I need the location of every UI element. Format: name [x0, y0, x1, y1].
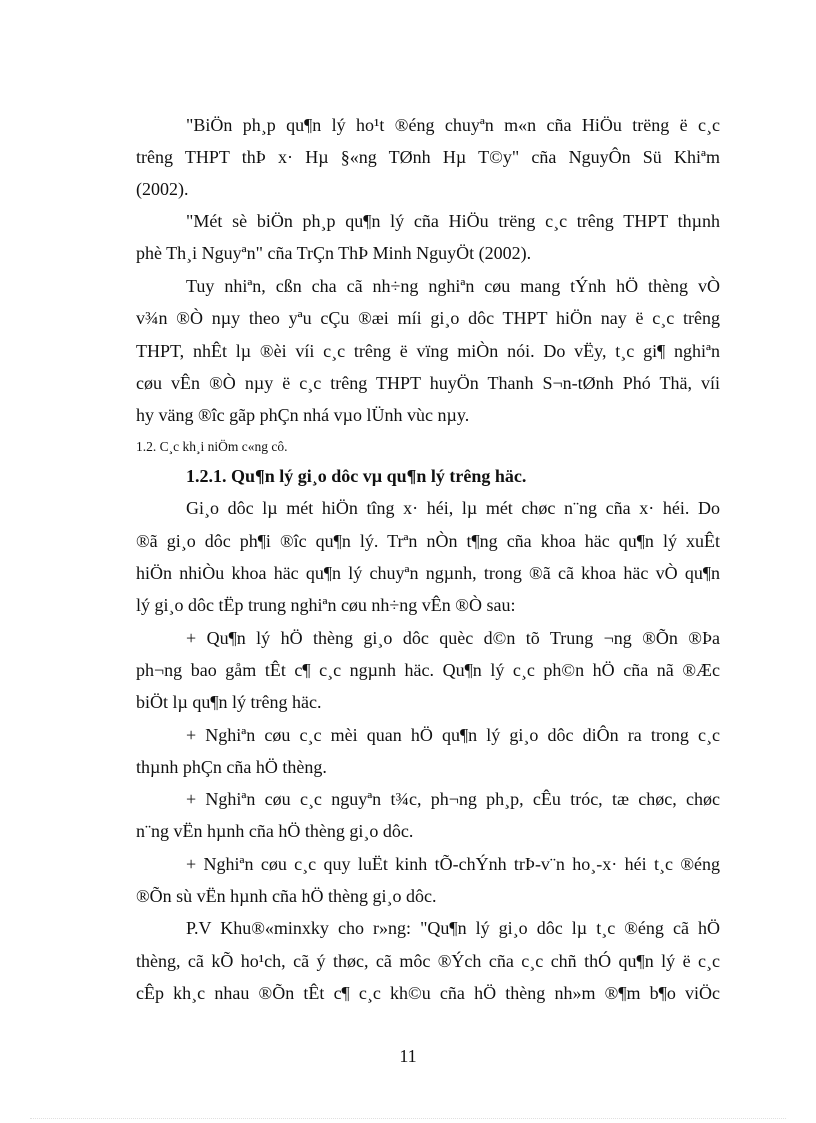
text-line: (2002).	[136, 179, 189, 199]
text-line: ®ã gi¸o dôc ph¶i ®îc qu¶n lý. Trªn nÒn t¶ng cña khoa häc qu¶n lý xuÊt	[136, 531, 720, 551]
text-line: phè Th¸i Nguyªn" cña TrÇn ThÞ Minh NguyÖt (2002).	[136, 243, 532, 263]
text-line: lý gi¸o dôc tËp trung nghiªn cøu nh÷ng vÊn ®Ò sau:	[136, 595, 516, 615]
text-line: Tuy nhiªn, cßn cha cã nh÷ng nghiªn cøu mang tÝnh hÖ thèng vÒ	[186, 276, 720, 296]
text-line: thèng, cã kÕ ho¹ch, cã ý thøc, cã môc ®Ých cña c¸c chñ thÓ qu¶n lý ë c¸c	[136, 951, 720, 971]
text-line: trêng THPT thÞ x· Hµ §«ng TØnh Hµ T©y" cña NguyÔn Sü Khiªm	[136, 147, 720, 167]
text-line: ph¬ng bao gåm tÊt c¶ c¸c ngµnh häc. Qu¶n lý c¸c ph©n hÖ cña nã ®Æc	[136, 660, 720, 680]
text-line: THPT, nhÊt lµ ®èi víi c¸c trêng ë vïng miÒn nói. Do vËy, t¸c gi¶ nghiªn	[136, 341, 720, 361]
text-line: hy väng ®îc gãp phÇn nhá vµo lÜnh vùc nµy.	[136, 405, 470, 425]
text-line: + Nghiªn cøu c¸c nguyªn t¾c, ph¬ng ph¸p, cÊu tróc, tæ chøc, chøc	[186, 789, 720, 809]
text-line: hiÖn nhiÒu khoa häc qu¶n lý chuyªn ngµnh, trong ®ã cã khoa häc vÒ qu¶n	[136, 563, 720, 583]
text-line: ®Õn sù vËn hµnh cña hÖ thèng gi¸o dôc.	[136, 886, 437, 906]
text-line: thµnh phÇn cña hÖ thèng.	[136, 757, 327, 777]
text-line: Gi¸o dôc lµ mét hiÖn tîng x· héi, lµ mét chøc n¨ng cña x· héi. Do	[186, 498, 720, 518]
text-line: n¨ng vËn hµnh cña hÖ thèng gi¸o dôc.	[136, 821, 414, 841]
text-line: cÊp kh¸c nhau ®Õn tÊt c¶ c¸c kh©u cña hÖ thèng nh»m ®¶m b¶o viÖc	[136, 983, 720, 1003]
text-line: "Mét sè biÖn ph¸p qu¶n lý cña HiÖu trëng c¸c trêng THPT thµnh	[186, 211, 720, 231]
page-number: 11	[399, 1046, 417, 1066]
subsection-heading: 1.2.1. Qu¶n lý gi¸o dôc vµ qu¶n lý trêng häc.	[186, 466, 527, 486]
page-bottom-divider	[30, 1118, 786, 1119]
text-line: + Nghiªn cøu c¸c quy luËt kinh tÕ-chÝnh trÞ-v¨n ho¸-x· héi t¸c ®éng	[186, 854, 720, 874]
section-heading: 1.2. C¸c kh¸i niÖm c«ng cô.	[136, 439, 288, 454]
text-line: P.V Khu®«minxky cho r»ng: "Qu¶n lý gi¸o dôc lµ t¸c ®éng cã hÖ	[186, 918, 720, 938]
text-line: + Qu¶n lý hÖ thèng gi¸o dôc quèc d©n tõ Trung ¬ng ®Õn ®Þa	[186, 628, 720, 648]
text-line: biÖt lµ qu¶n lý trêng häc.	[136, 692, 322, 712]
text-line: v¾n ®Ò nµy theo yªu cÇu ®æi míi gi¸o dôc THPT hiÖn nay ë c¸c trêng	[136, 308, 720, 328]
text-line: cøu vÊn ®Ò nµy ë c¸c trêng THPT huyÖn Thanh S¬n-tØnh Phó Thä, víi	[136, 373, 720, 393]
text-line: "BiÖn ph¸p qu¶n lý ho¹t ®éng chuyªn m«n cña HiÖu trëng ë c¸c	[186, 115, 720, 135]
text-line: + Nghiªn cøu c¸c mèi quan hÖ qu¶n lý gi¸o dôc diÔn ra trong c¸c	[186, 725, 720, 745]
